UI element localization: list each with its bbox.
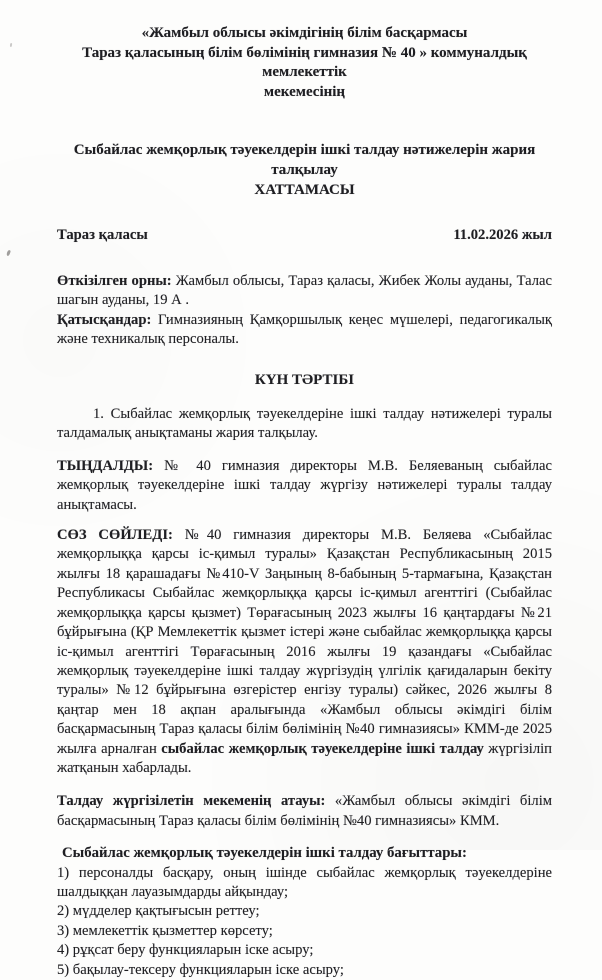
agenda-heading: КҮН ТӘРТІБІ bbox=[254, 371, 355, 388]
institution-label: Талдау жүргізілетін мекеменің атауы: bbox=[57, 793, 326, 810]
heard-paragraph bbox=[57, 457, 552, 515]
spoke-label: СӨЗ СӨЙЛЕДІ: bbox=[57, 527, 173, 544]
protocol-title-line-1: Сыбайлас жемқорлық тәуекелдерін ішкі талдау нәтижелерін жария талқылау bbox=[73, 142, 536, 178]
protocol-title bbox=[57, 140, 552, 200]
city-label: Тараз қаласы bbox=[57, 227, 148, 243]
spoke-text-1: №40 гимназия директоры М.В. Беляева «Сыбайлас жемқорлыққа қарсы іс-қимыл туралы» Қазақстан Республикасының 2015 жылғы 18 қарашадағы №410-V Заңының 8-бабының 5-тармағына, Қазақстан Республикасы Сыбайлас жемқорлыққа қарсы іс-қимыл агенттігі (Сыбайлас жемқорлыққа қарсы қызмет) Төрағасының 2023 жылғы 16 қаңтардағы №21 бұйрығына (ҚР Мемлекеттік қызмет істері және сыбайлас жемқорлыққа қарсы іс-қимыл агенттігі Төрағасының 2016 жылғы 19 қазандағы «Сыбайлас жемқорлық тәуекелдеріне ішкі талдау жүргізудің үлгілік қағидаларын бекіту туралы» №12 бұйрығына өзгерістер енгізу туралы) сәйкес, 2026 жылғы 8 қаңтар мен 18 ақпан аралығында «Жамбыл облысы әкімдігі білім басқармасының Тараз қаласы білім бөлімінің №40 гимназиясы» КММ-де 2025 жылға арналған bbox=[57, 527, 553, 757]
heard-label: ТЫҢДАЛДЫ: bbox=[57, 457, 154, 474]
agenda-item: 1. Сыбайлас жемқорлық тәуекелдеріне ішкі талдау нәтижелері туралы талдамалық анықтаманы жария талқылау. bbox=[57, 406, 552, 442]
participants-paragraph bbox=[57, 311, 552, 350]
participants-text: Гимназияның Қамқоршылық кеңес мүшелері, педагогикалық және техникалық персоналы. bbox=[57, 311, 552, 348]
protocol-title-line-2: ХАТТАМАСЫ bbox=[254, 182, 355, 198]
directions-heading: Сыбайлас жемқорлық тәуекелдерін ішкі талдау бағыттары: bbox=[62, 845, 467, 862]
institution-paragraph bbox=[57, 792, 552, 831]
spoke-bold-phrase: сыбайлас жемқорлық тәуекелдеріне ішкі талдау bbox=[161, 740, 484, 757]
spoke-text-2: жүргізіліп жатқанын хабарлады. bbox=[57, 740, 552, 776]
heard-text: № 40 гимназия директоры М.В. Беляеваның сыбайлас жемқорлық тәуекелдеріне ішкі талдау жүргізу нәтижелері туралы талдау анықтамасы. bbox=[57, 457, 552, 513]
direction-item-3: 3) мемлекеттік қызметтер көрсету; bbox=[57, 922, 273, 939]
org-header-line-3: мекемесінің bbox=[263, 83, 346, 100]
venue-label: Өткізілген орны: bbox=[57, 273, 172, 289]
org-header-line-1: «Жамбыл облысы әкімдігінің білім басқармасы bbox=[141, 25, 468, 41]
direction-item-4: 4) рұқсат беру функцияларын іске асыру; bbox=[57, 942, 314, 959]
venue-text: Жамбыл облысы, Тараз қаласы, Жибек Жолы ауданы, Талас шагын ауданы, 19 А . bbox=[57, 273, 552, 309]
date-label: 11.02.2026 жыл bbox=[453, 227, 552, 243]
direction-item-2: 2) мүдделер қақтығысын реттеу; bbox=[57, 903, 260, 920]
meta-row bbox=[57, 227, 552, 244]
direction-item-1: 1) персоналды басқару, оның ішінде сыбайлас жемқорлық тәуекелдеріне шалдыққан лауазымдарды айқындау; bbox=[57, 864, 552, 900]
institution-text: «Жамбыл облысы әкімдігі білім басқармасының Тараз қаласы білім бөлімінің №40 гимназиясы» КММ. bbox=[57, 793, 552, 829]
spoke-paragraph bbox=[57, 526, 552, 778]
intro-block bbox=[57, 272, 552, 350]
org-header-line-2: Тараз қаласының білім бөлімінің гимназия № 40 » коммуналдық мемлекеттік bbox=[82, 44, 527, 80]
participants-label: Қатысқандар: bbox=[57, 311, 152, 328]
organization-header bbox=[57, 24, 552, 102]
directions-list bbox=[57, 864, 552, 980]
direction-item-5: 5) бақылау-тексеру функцияларын іске асыру; bbox=[57, 961, 344, 978]
venue-paragraph bbox=[57, 272, 552, 311]
